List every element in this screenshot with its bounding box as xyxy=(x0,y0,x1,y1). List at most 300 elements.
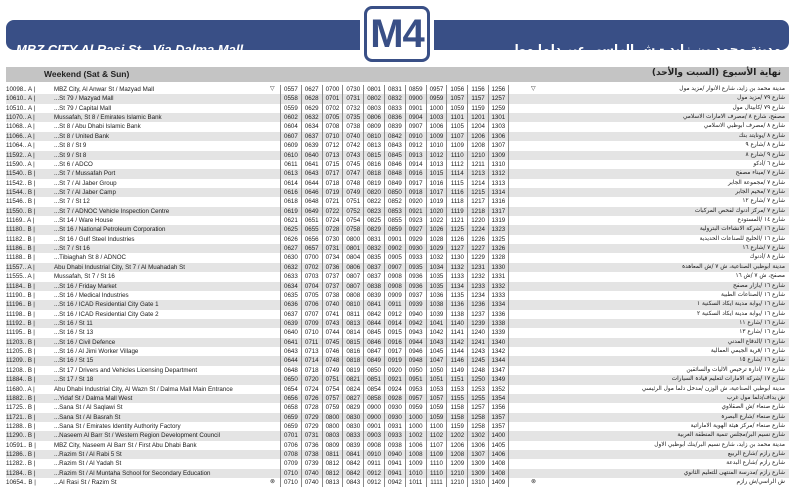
departure-time: 0812 xyxy=(322,469,343,478)
departure-time: 0810 xyxy=(363,132,384,141)
departure-time: 1333 xyxy=(488,291,509,300)
departure-time: 1206 xyxy=(446,441,467,450)
departure-time: 0829 xyxy=(342,403,363,412)
table-row xyxy=(6,104,789,113)
departure-times xyxy=(280,478,530,487)
stop-name-english: ...St 16 / Gulf Steel Industries xyxy=(54,235,135,243)
departure-time: 0943 xyxy=(405,328,426,337)
stop-name-english: ...St 7 / Al Jaber Group xyxy=(54,179,117,187)
stop-name-english: ...St 16 / Medical Industries xyxy=(54,291,129,299)
departure-time: 1053 xyxy=(426,385,447,394)
departure-time: 0644 xyxy=(301,179,322,188)
departure-time: 1312 xyxy=(488,169,509,178)
departure-time: 0917 xyxy=(384,347,405,356)
departure-time: 0748 xyxy=(342,179,363,188)
departure-time: 0957 xyxy=(426,85,447,94)
departure-time: 0907 xyxy=(405,122,426,131)
departure-times xyxy=(280,403,530,412)
departure-time: 0822 xyxy=(363,197,384,206)
stop-name-arabic: مدينة محمد بن زايد، شارع الأنوار /مزيد مول xyxy=(679,86,785,92)
departure-time: 0939 xyxy=(405,300,426,309)
departure-time: 0842 xyxy=(342,459,363,468)
stop-name-arabic: شارع صنعاء /مركز هيئة الهوية الاماراتية xyxy=(690,422,785,429)
departure-time: 1217 xyxy=(467,197,488,206)
departure-time: 1022 xyxy=(426,216,447,225)
departure-time: 0704 xyxy=(301,282,322,291)
departure-time: 1006 xyxy=(405,441,426,450)
departure-time: 0648 xyxy=(280,366,301,375)
departure-time: 0754 xyxy=(322,385,343,394)
stop-name-english: MBZ City, Naseem Al Barr St / First Abu Dhabi Bank xyxy=(54,441,197,449)
departure-time: 1331 xyxy=(488,272,509,281)
departure-time: 0924 xyxy=(384,385,405,394)
stop-code: 11182.. B | xyxy=(6,235,35,243)
departure-time: 0801 xyxy=(363,85,384,94)
departure-time: 0649 xyxy=(301,207,322,216)
departure-time: 0908 xyxy=(363,441,384,450)
departure-time: 0710 xyxy=(301,328,322,337)
departure-time: 1016 xyxy=(426,179,447,188)
stop-name-english: ...St 7 / Al Jaber Camp xyxy=(54,188,116,196)
stop-code: 11169.. A | xyxy=(6,217,35,225)
departure-time: 0843 xyxy=(384,141,405,150)
departure-times xyxy=(280,244,530,253)
departure-time: 1201 xyxy=(467,113,488,122)
departure-time: 1045 xyxy=(426,347,447,356)
departure-time: 0842 xyxy=(342,469,363,478)
stop-name-english: ...St 8 / Abu Dhabi Islamic Bank xyxy=(54,123,141,131)
stop-name-arabic: ش الراسي/ش رازم xyxy=(736,479,785,486)
departure-time: 1301 xyxy=(488,113,509,122)
stop-name-arabic: مدينة محمد بن زايد، شارع نسيم البر/بنك أبوظبي الاول xyxy=(654,441,785,448)
departure-time: 1409 xyxy=(488,478,509,487)
table-row xyxy=(6,85,789,94)
departure-time: 0611 xyxy=(280,160,301,169)
departure-time: 0632 xyxy=(301,113,322,122)
departure-time: 0920 xyxy=(384,366,405,375)
departure-time: 0800 xyxy=(322,422,343,431)
section-label-english: Weekend (Sat & Sun) xyxy=(44,69,130,79)
departure-time: 0630 xyxy=(280,253,301,262)
departure-time: 1211 xyxy=(467,160,488,169)
departure-times xyxy=(280,216,530,225)
stop-code: 11198.. B | xyxy=(6,310,35,318)
stop-code: 11196.. B | xyxy=(6,301,35,309)
departure-time: 0759 xyxy=(322,403,343,412)
departure-time: 0846 xyxy=(363,338,384,347)
stop-code: 11590.. A | xyxy=(6,160,35,168)
stop-name-arabic: شارع ٧ /مركز أدنوك لفحص المركبات xyxy=(694,207,785,214)
departure-time: 0625 xyxy=(280,225,301,234)
departure-time: 0745 xyxy=(342,160,363,169)
departure-time: 0749 xyxy=(322,366,343,375)
table-row xyxy=(6,431,789,440)
departure-times xyxy=(280,132,530,141)
departure-times xyxy=(280,113,530,122)
departure-time: 1316 xyxy=(488,197,509,206)
departure-time: 0953 xyxy=(405,385,426,394)
departure-time: 0803 xyxy=(363,104,384,113)
departure-time: 1036 xyxy=(426,291,447,300)
departure-time: 1357 xyxy=(488,413,509,422)
departure-time: 1112 xyxy=(446,160,467,169)
departure-time: 1258 xyxy=(467,413,488,422)
departure-time: 0722 xyxy=(322,207,343,216)
stop-name-arabic: شارع ٨ /يونايتد بنك xyxy=(738,132,785,139)
stop-name-english: ...St 16 / St 13 xyxy=(54,329,94,337)
departure-time: 1340 xyxy=(488,338,509,347)
departure-time: 0721 xyxy=(322,197,343,206)
departure-time: 1019 xyxy=(426,197,447,206)
departure-time: 0900 xyxy=(363,403,384,412)
table-row xyxy=(6,216,789,225)
departure-time: 1342 xyxy=(488,347,509,356)
departure-time: 0801 xyxy=(342,244,363,253)
departure-time: 0614 xyxy=(280,179,301,188)
departure-times xyxy=(280,85,530,94)
departure-time: 0814 xyxy=(342,328,363,337)
table-row xyxy=(6,413,789,422)
departure-time: 1013 xyxy=(426,160,447,169)
departure-time: 0634 xyxy=(301,122,322,131)
departure-time: 0644 xyxy=(280,356,301,365)
stop-name-arabic: شارع ٧ /مجموعة الجابر xyxy=(728,179,785,186)
departure-times xyxy=(280,151,530,160)
departure-time: 0607 xyxy=(280,132,301,141)
departure-time: 1408 xyxy=(488,459,509,468)
stop-name-english: ...St 7 / ADNOC Vehicle Inspection Centre xyxy=(54,207,170,215)
departure-time: 1354 xyxy=(488,394,509,403)
departure-time: 0859 xyxy=(384,225,405,234)
departure-time: 0850 xyxy=(384,188,405,197)
departure-time: 1334 xyxy=(488,300,509,309)
departure-time: 0819 xyxy=(342,366,363,375)
timetable xyxy=(6,85,789,487)
departure-time: 1009 xyxy=(426,132,447,141)
departure-time: 0909 xyxy=(384,291,405,300)
stop-code: 11555.. A | xyxy=(6,273,35,281)
departure-time: 1119 xyxy=(446,207,467,216)
departure-time: 0710 xyxy=(280,469,301,478)
departure-time: 0920 xyxy=(405,197,426,206)
departure-time: 1057 xyxy=(446,94,467,103)
departure-time: 1405 xyxy=(488,441,509,450)
departure-time: 0708 xyxy=(280,450,301,459)
stop-name-english: ...St 79 / Mazyad Mall xyxy=(54,95,114,103)
departure-time: 0732 xyxy=(342,104,363,113)
departure-time: 0807 xyxy=(342,282,363,291)
departure-time: 1338 xyxy=(488,319,509,328)
departure-time: 1142 xyxy=(446,338,467,347)
departure-time: 0633 xyxy=(280,272,301,281)
departure-time: 0831 xyxy=(384,85,405,94)
departure-time: 1107 xyxy=(426,441,447,450)
departure-time: 0724 xyxy=(322,216,343,225)
departure-time: 0655 xyxy=(301,225,322,234)
departure-time: 0613 xyxy=(280,169,301,178)
table-row xyxy=(6,179,789,188)
stop-code: 11184.. B | xyxy=(6,282,35,290)
stop-name-arabic: مدينة أبوظبي الصناعية، ش ٧ /ش المعاهدة xyxy=(682,263,785,270)
departure-time: 0650 xyxy=(280,375,301,384)
departure-time: 0829 xyxy=(363,225,384,234)
departure-time: 0815 xyxy=(342,338,363,347)
departure-times xyxy=(280,272,530,281)
departure-time: 1259 xyxy=(488,104,509,113)
stop-code: 10510.. A | xyxy=(6,104,36,112)
departure-time: 0809 xyxy=(363,122,384,131)
departure-time: 1146 xyxy=(446,356,467,365)
departure-time: 0657 xyxy=(301,244,322,253)
departure-time: 1051 xyxy=(426,375,447,384)
stop-name-arabic: شارع صنعاء /ش الصقلاوي xyxy=(721,404,785,411)
departure-time: 0800 xyxy=(322,413,343,422)
table-row xyxy=(6,132,789,141)
stop-name-english: ...Naseem Al Barr St / Western Region Development Council xyxy=(54,432,220,440)
departure-time: 1130 xyxy=(446,253,467,262)
departure-time: 0819 xyxy=(363,179,384,188)
departure-time: 1317 xyxy=(488,207,509,216)
departure-time: 0933 xyxy=(384,431,405,440)
departure-time: 1109 xyxy=(426,450,447,459)
departure-time: 0927 xyxy=(405,225,426,234)
stop-name-english: ...Razim St / Al Rabi 5 St xyxy=(54,451,122,459)
stop-name-english: MBZ City, Al Anwar St / Mazyad Mall xyxy=(54,86,154,93)
departure-time: 0737 xyxy=(322,282,343,291)
stop-name-english: ...St 16 / ICAD Residential City Gate 1 xyxy=(54,301,159,309)
departure-time: 0604 xyxy=(280,122,301,131)
departure-time: 0703 xyxy=(301,272,322,281)
table-row xyxy=(6,478,789,487)
departure-time: 1253 xyxy=(467,385,488,394)
departure-time: 0837 xyxy=(363,263,384,272)
departure-time: 0651 xyxy=(301,216,322,225)
stop-name-english: ...St 16 / Friday Market xyxy=(54,282,117,290)
departure-time: 0730 xyxy=(322,235,343,244)
departure-time: 1140 xyxy=(446,319,467,328)
departure-time: 1156 xyxy=(467,85,488,94)
stop-name-english: ...Al Rasi St / Razim St xyxy=(54,479,117,487)
title-english: MBZ CITY Al Rasi St - Via Dalma Mall xyxy=(16,42,244,57)
departure-time: 1309 xyxy=(467,459,488,468)
departure-times xyxy=(280,160,530,169)
departure-time: 1303 xyxy=(488,122,509,131)
departure-time: 0844 xyxy=(363,319,384,328)
departure-time: 1010 xyxy=(426,141,447,150)
departure-time: 0804 xyxy=(342,253,363,262)
departure-time: 0918 xyxy=(405,188,426,197)
departure-time: 0916 xyxy=(384,338,405,347)
departure-time: 0710 xyxy=(280,478,301,487)
departure-time: 0803 xyxy=(322,431,343,440)
departure-time: 0619 xyxy=(280,207,301,216)
table-row xyxy=(6,94,789,103)
departure-time: 0746 xyxy=(322,347,343,356)
stop-code: 10610.. A | xyxy=(6,95,36,103)
departure-time: 0811 xyxy=(322,450,343,459)
departure-time: 0757 xyxy=(322,394,343,403)
departure-time: 0940 xyxy=(405,310,426,319)
stop-name-arabic: شارع ١٦ /شارع ١٣ xyxy=(739,329,785,336)
departure-time: 0852 xyxy=(384,197,405,206)
table-row xyxy=(6,160,789,169)
table-row xyxy=(6,459,789,468)
table-row xyxy=(6,291,789,300)
departure-time: 0843 xyxy=(342,478,363,487)
departure-time: 0700 xyxy=(322,85,343,94)
departure-time: 0940 xyxy=(384,450,405,459)
stop-name-english: ...St 16 / Al Jimi Worker Village xyxy=(54,348,139,356)
stop-name-english: ...Tibiaghah St 8 / ADNOC xyxy=(54,254,126,262)
departure-time: 0639 xyxy=(280,319,301,328)
departure-time: 0849 xyxy=(363,356,384,365)
departure-time: 0832 xyxy=(384,94,405,103)
departure-time: 1100 xyxy=(426,422,447,431)
departure-time: 0636 xyxy=(280,300,301,309)
departure-time: 0718 xyxy=(301,366,322,375)
departure-time: 0744 xyxy=(322,328,343,337)
departure-time: 1032 xyxy=(426,253,447,262)
stop-name-arabic: شارع ٧٩ /كابيتال مول xyxy=(732,104,785,111)
departure-time: 0557 xyxy=(280,85,301,94)
departure-time: 1115 xyxy=(446,179,467,188)
departure-time: 0741 xyxy=(322,310,343,319)
departure-time: 1041 xyxy=(426,319,447,328)
departure-times xyxy=(280,253,530,262)
departure-time: 1017 xyxy=(426,188,447,197)
departure-time: 1209 xyxy=(446,459,467,468)
departure-times xyxy=(280,169,530,178)
stop-name-english: ...St 17 / Drivers and Vehicles Licensing Department xyxy=(54,366,198,374)
departure-time: 1237 xyxy=(467,310,488,319)
departure-time: 0957 xyxy=(405,394,426,403)
stop-name-english: ...Sana St / Emirates Identity Authority Factory xyxy=(54,422,181,430)
departure-time: 1248 xyxy=(467,366,488,375)
departure-time: 1136 xyxy=(446,300,467,309)
departure-time: 0900 xyxy=(363,413,384,422)
table-row xyxy=(6,122,789,131)
departure-time: 1309 xyxy=(467,469,488,478)
departure-time: 0745 xyxy=(322,338,343,347)
departure-time: 0738 xyxy=(301,450,322,459)
departure-time: 0912 xyxy=(363,469,384,478)
departure-time: 0752 xyxy=(342,207,363,216)
departure-time: 1218 xyxy=(467,207,488,216)
departure-time: 1006 xyxy=(426,122,447,131)
departure-time: 0827 xyxy=(342,394,363,403)
header-band-left xyxy=(6,20,360,57)
departure-time: 0626 xyxy=(280,235,301,244)
departure-time: 0858 xyxy=(363,394,384,403)
departure-time: 0806 xyxy=(342,263,363,272)
table-row xyxy=(6,338,789,347)
departure-time: 0921 xyxy=(405,207,426,216)
stop-name-english: Mussafah, St 7 / St 16 xyxy=(54,273,115,281)
departure-times xyxy=(280,394,530,403)
table-row xyxy=(6,151,789,160)
departure-times xyxy=(280,282,530,291)
stop-name-english: ...Yidaf St / Dalma Mall West xyxy=(54,394,133,402)
departure-time: 1135 xyxy=(446,291,467,300)
stop-marker-icon: ▽ xyxy=(531,86,536,92)
table-row xyxy=(6,263,789,272)
departure-time: 0602 xyxy=(280,113,301,122)
departure-time: 0643 xyxy=(280,347,301,356)
departure-time: 0946 xyxy=(405,347,426,356)
departure-time: 0734 xyxy=(322,253,343,262)
departure-time: 0706 xyxy=(301,300,322,309)
departure-time: 1153 xyxy=(446,385,467,394)
departure-time: 1043 xyxy=(426,338,447,347)
departure-time: 1206 xyxy=(467,132,488,141)
stop-name-english: ...Razim St / Al Muntaha School for Secondary Education xyxy=(54,469,211,477)
departure-time: 1328 xyxy=(488,253,509,262)
stop-name-english: ...St 16 / National Petroleum Corporation xyxy=(54,226,166,234)
departure-time: 0751 xyxy=(342,197,363,206)
stop-code: 11725.. B | xyxy=(6,404,36,412)
departure-time: 0629 xyxy=(301,104,322,113)
table-row xyxy=(6,188,789,197)
departure-time: 0718 xyxy=(322,179,343,188)
table-row xyxy=(6,310,789,319)
departure-time: 0641 xyxy=(301,160,322,169)
departure-times xyxy=(280,469,530,478)
departure-time: 1126 xyxy=(446,235,467,244)
stop-name-arabic: شارع ١٦ /بوابة مدينة ايكاد السكنية ٢ xyxy=(697,310,785,317)
table-row xyxy=(6,235,789,244)
departure-time: 0731 xyxy=(342,94,363,103)
stop-name-arabic: شارع ١٦ /بازار مصفح xyxy=(732,282,785,289)
departure-time: 1105 xyxy=(446,122,467,131)
departure-times xyxy=(280,300,530,309)
departure-time: 0813 xyxy=(342,319,363,328)
departure-time: 0700 xyxy=(301,253,322,262)
departure-times xyxy=(280,291,530,300)
departure-time: 1114 xyxy=(446,169,467,178)
departure-time: 0712 xyxy=(322,141,343,150)
departure-time: 0705 xyxy=(301,291,322,300)
departure-time: 0702 xyxy=(301,263,322,272)
departure-time: 1208 xyxy=(446,450,467,459)
departure-time: 0839 xyxy=(363,291,384,300)
stop-code: 11209.. B | xyxy=(6,357,36,365)
departure-time: 0738 xyxy=(322,291,343,300)
table-row xyxy=(6,328,789,337)
departure-time: 1336 xyxy=(488,310,509,319)
stop-name-english: ...St 17 / St 18 xyxy=(54,376,94,384)
departure-time: 0717 xyxy=(322,169,343,178)
departure-time: 1059 xyxy=(426,413,447,422)
departure-time: 1250 xyxy=(467,375,488,384)
departure-time: 0853 xyxy=(384,207,405,216)
stop-marker-icon: ▽ xyxy=(270,86,275,92)
departure-time: 0639 xyxy=(301,141,322,150)
departure-time: 1347 xyxy=(488,366,509,375)
departure-times xyxy=(280,385,530,394)
stop-code: 11066.. A | xyxy=(6,132,35,140)
departure-time: 0839 xyxy=(342,441,363,450)
departure-time: 1127 xyxy=(446,244,467,253)
stop-code: 11288.. B | xyxy=(6,422,36,430)
departure-time: 0559 xyxy=(280,104,301,113)
departure-times xyxy=(280,310,530,319)
departure-times xyxy=(280,366,530,375)
stop-name-english: Abu Dhabi Industrial City, St 7 / Al Muahadah St xyxy=(54,263,185,271)
departure-time: 0643 xyxy=(301,169,322,178)
departure-time: 1233 xyxy=(467,282,488,291)
departure-time: 0936 xyxy=(405,282,426,291)
departure-time: 0648 xyxy=(301,197,322,206)
